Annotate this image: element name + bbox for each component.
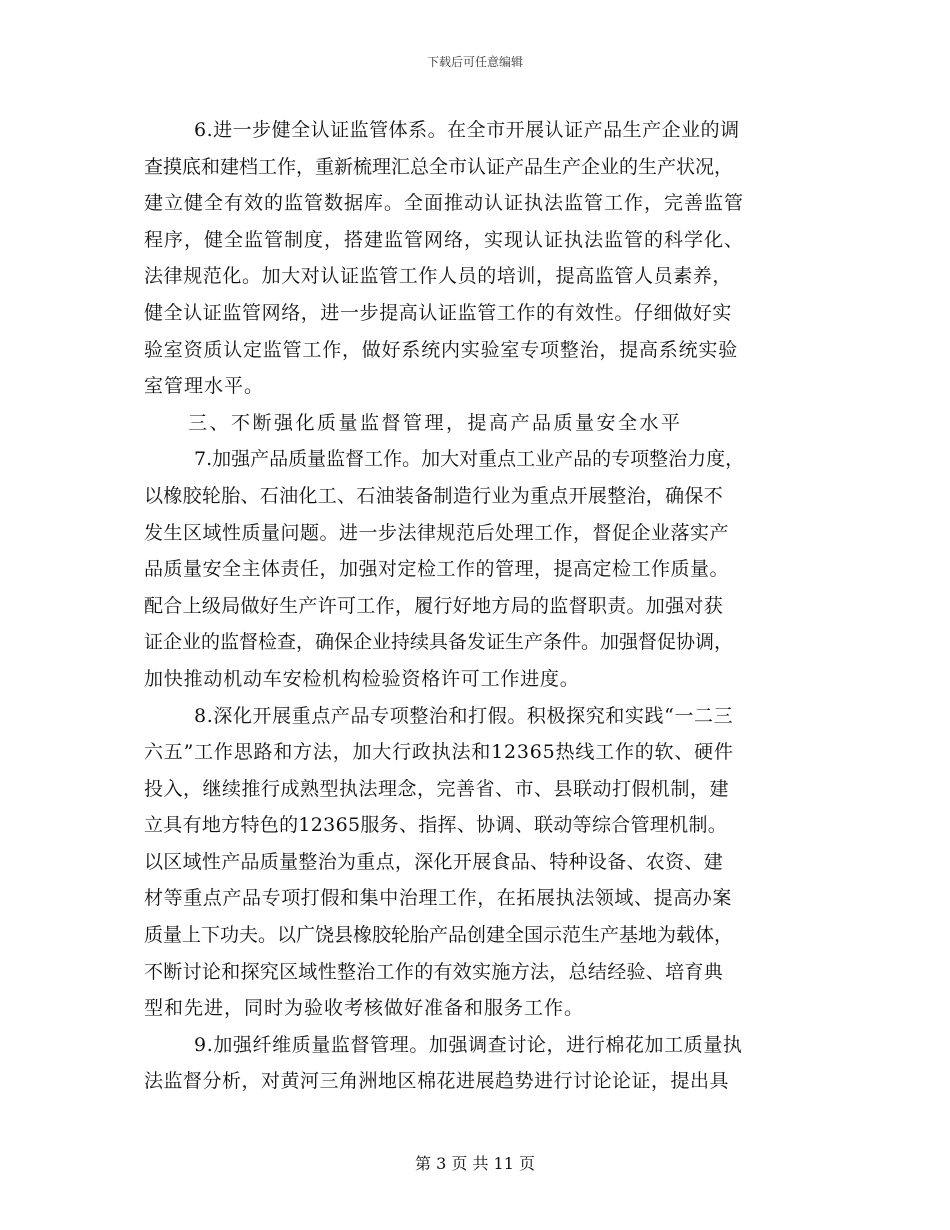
document-body — [144, 112, 810, 1100]
text-line: 加快推动机动车安检机构检验资格许可工作进度。 — [144, 667, 580, 690]
text-line: 投入，继续推行成熟型执法理念，完善省、市、县联动打假机制，建 — [144, 777, 730, 800]
text-line: 7.加强产品质量监督工作。加大对重点工业产品的专项整治力度， — [194, 448, 745, 471]
text-line: 立具有地方特色的12365服务、指挥、协调、联动等综合管理机制。 — [144, 814, 728, 837]
text-line: 不断讨论和探究区域性整治工作的有效实施方法，总结经验、培育典 — [144, 960, 724, 983]
text-line: 法监督分析，对黄河三角洲地区棉花进展趋势进行讨论论证，提出具 — [144, 1070, 730, 1093]
text-line: 以橡胶轮胎、石油化工、石油装备制造行业为重点开展整治，确保不 — [144, 484, 724, 507]
text-line: 6.进一步健全认证监管体系。在全市开展认证产品生产企业的调 — [194, 119, 740, 141]
text-line: 建立健全有效的监管数据库。全面推动认证执法监管工作，完善监管 — [144, 192, 745, 215]
text-line: 8.深化开展重点产品专项整治和打假。积极探究和实践“一二三 — [194, 704, 734, 727]
text-line: 查摸底和建档工作，重新梳理汇总全市认证产品生产企业的生产状况， — [144, 155, 734, 178]
text-line: 室管理水平。 — [144, 375, 265, 398]
text-line: 健全认证监管网络，进一步提高认证监管工作的有效性。仔细做好实 — [144, 301, 733, 324]
text-line: 验室资质认定监管工作，做好系统内实验室专项整治，提高系统实验 — [144, 338, 739, 361]
text-line: 9.加强纤维质量监督管理。加强调查讨论，进行棉花加工质量执 — [194, 1033, 743, 1056]
text-line: 三、不断强化质量监督管理，提高产品质量安全水平 — [188, 411, 683, 434]
text-line: 发生区域性质量问题。进一步法律规范后处理工作，督促企业落实产 — [144, 521, 730, 544]
text-line: 品质量安全主体责任，加强对定检工作的管理，提高定检工作质量。 — [144, 558, 730, 581]
text-line: 以区域性产品质量整治为重点，深化开展食品、特种设备、农资、建 — [144, 850, 724, 873]
text-line: 法律规范化。加大对认证监管工作人员的培训，提高监管人员素养， — [144, 265, 733, 288]
text-line: 六五”工作思路和方法，加大行政执法和12365热线工作的软、硬件 — [144, 741, 734, 764]
text-line: 程序，健全监管制度，搭建监管网络，实现认证执法监管的科学化、 — [144, 228, 745, 251]
text-line: 证企业的监督检查，确保企业持续具备发证生产条件。加强督促协调， — [144, 631, 734, 654]
text-line: 配合上级局做好生产许可工作，履行好地方局的监督职责。加强对获 — [144, 594, 724, 617]
text-line: 质量上下功夫。以广饶县橡胶轮胎产品创建全国示范生产基地为载体， — [144, 924, 734, 947]
text-line: 型和先进，同时为验收考核做好准备和服务工作。 — [144, 997, 585, 1020]
text-line: 材等重点产品专项打假和集中治理工作，在拓展执法领域、提高办案 — [144, 887, 733, 910]
page-footer: 第 3 页 共 11 页 — [415, 1154, 535, 1173]
page-header: 下载后可任意编辑 — [426, 55, 523, 69]
